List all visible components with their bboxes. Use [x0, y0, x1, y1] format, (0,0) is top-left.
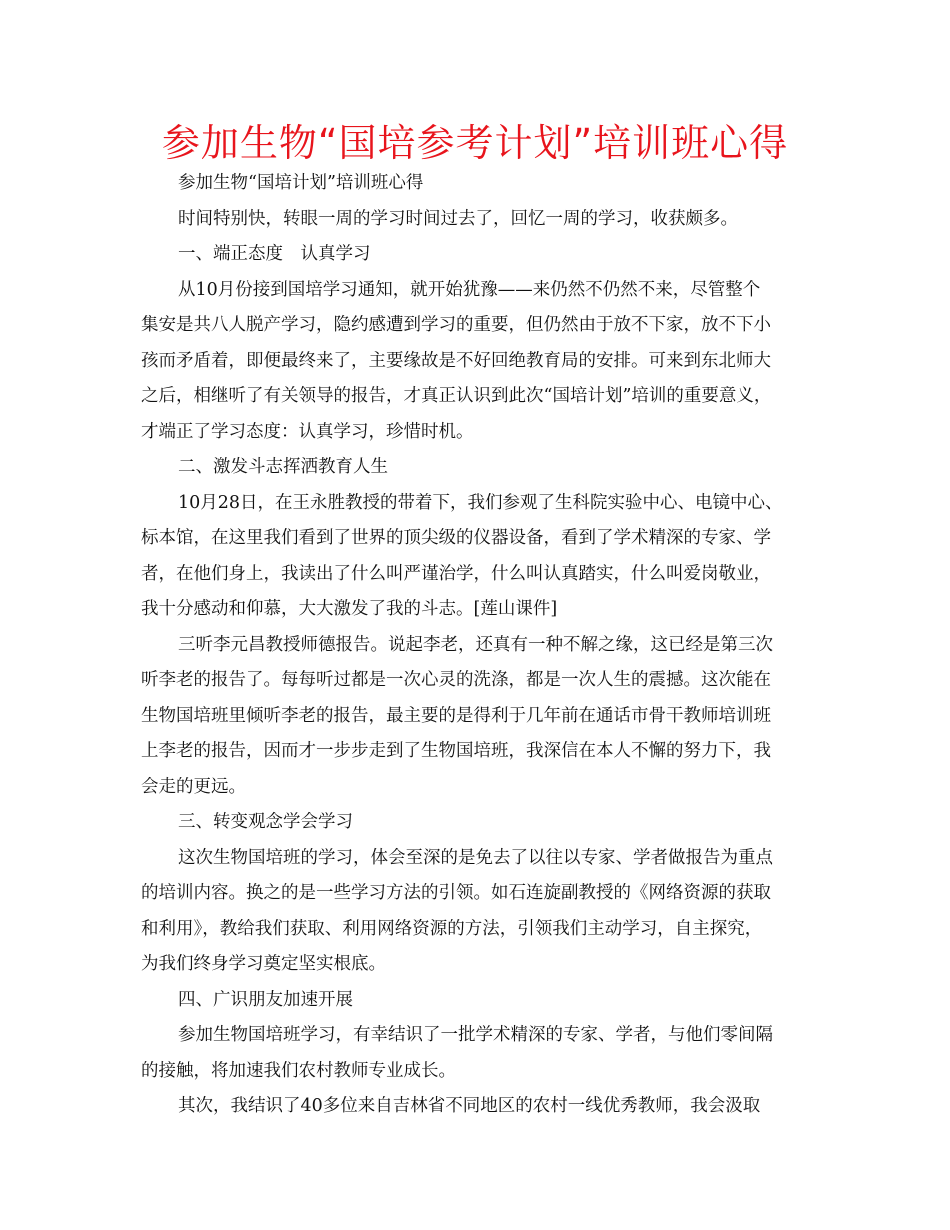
text-line: 者，在他们身上，我读出了什么叫严谨治学，什么叫认真踏实，什么叫爱岗敬业， [141, 563, 771, 584]
text-line: 集安是共八人脱产学习，隐约感遭到学习的重要，但仍然由于放不下家，放不下小 [141, 315, 771, 335]
text-line: 才端正了学习态度：认真学习，珍惜时机。 [141, 421, 474, 442]
document-title: 参加生物“国培参考计划”培训班心得 [161, 121, 789, 165]
text-line: 10月28日，在王永胜教授的带着下，我们参观了生科院实验中心、电镜中心、 [178, 492, 783, 513]
text-line: 标本馆，在这里我们看到了世界的顶尖级的仪器设备，看到了学术精深的专家、学 [141, 528, 771, 548]
text-line: 和利用》，教给我们获取、利用网络资源的方法，引领我们主动学习，自主探究， [141, 918, 763, 939]
text-line: 参加生物“国培计划”培训班心得 [178, 173, 424, 193]
text-line: 时间特别快，转眼一周的学习时间过去了，回忆一周的学习，收获颇多。 [178, 208, 738, 229]
text-line: 的培训内容。换之的是一些学习方法的引领。如石连旋副教授的《网络资源的获取 [141, 883, 771, 903]
text-line: 上李老的报告，因而才一步步走到了生物国培班，我深信在本人不懈的努力下，我 [141, 741, 771, 761]
text-line: 听李老的报告了。每每听过都是一次心灵的洗涤，都是一次人生的震撼。这次能在 [141, 670, 771, 690]
text-line: 二、激发斗志挥洒教育人生 [178, 457, 388, 477]
text-line: 三、转变观念学会学习 [178, 812, 353, 832]
text-line: 生物国培班里倾听李老的报告，最主要的是得利于几年前在通话市骨干教师培训班 [141, 705, 771, 726]
text-line: 会走的更远。 [141, 776, 246, 797]
text-line: 之后，相继听了有关领导的报告，才真正认识到此次“国培计划”培训的重要意义， [141, 386, 772, 406]
text-line: 我十分感动和仰慕，大大激发了我的斗志。[莲山课件] [141, 599, 558, 619]
text-line: 三听李元昌教授师德报告。说起李老，还真有一种不解之缘，这已经是第三次 [178, 634, 773, 655]
text-line: 四、广识朋友加速开展 [178, 989, 353, 1010]
text-line: 其次，我结识了40多位来自吉林省不同地区的农村一线优秀教师，我会汲取 [178, 1096, 761, 1116]
document-body [141, 166, 821, 1125]
text-line: 参加生物国培班学习，有幸结识了一批学术精深的专家、学者，与他们零间隔 [178, 1025, 773, 1045]
text-line: 的接触，将加速我们农村教师专业成长。 [141, 1060, 456, 1081]
text-line: 从10月份接到国培学习通知，就开始犹豫——来仍然不仍然不来，尽管整个 [178, 279, 761, 300]
text-line: 为我们终身学习奠定坚实根底。 [141, 954, 386, 974]
text-line: 孩而矛盾着，即便最终来了，主要缘故是不好回绝教育局的安排。可来到东北师大 [141, 350, 771, 371]
text-line: 这次生物国培班的学习，体会至深的是免去了以往以专家、学者做报告为重点 [178, 847, 773, 868]
text-line: 一、端正态度 认真学习 [178, 244, 371, 264]
